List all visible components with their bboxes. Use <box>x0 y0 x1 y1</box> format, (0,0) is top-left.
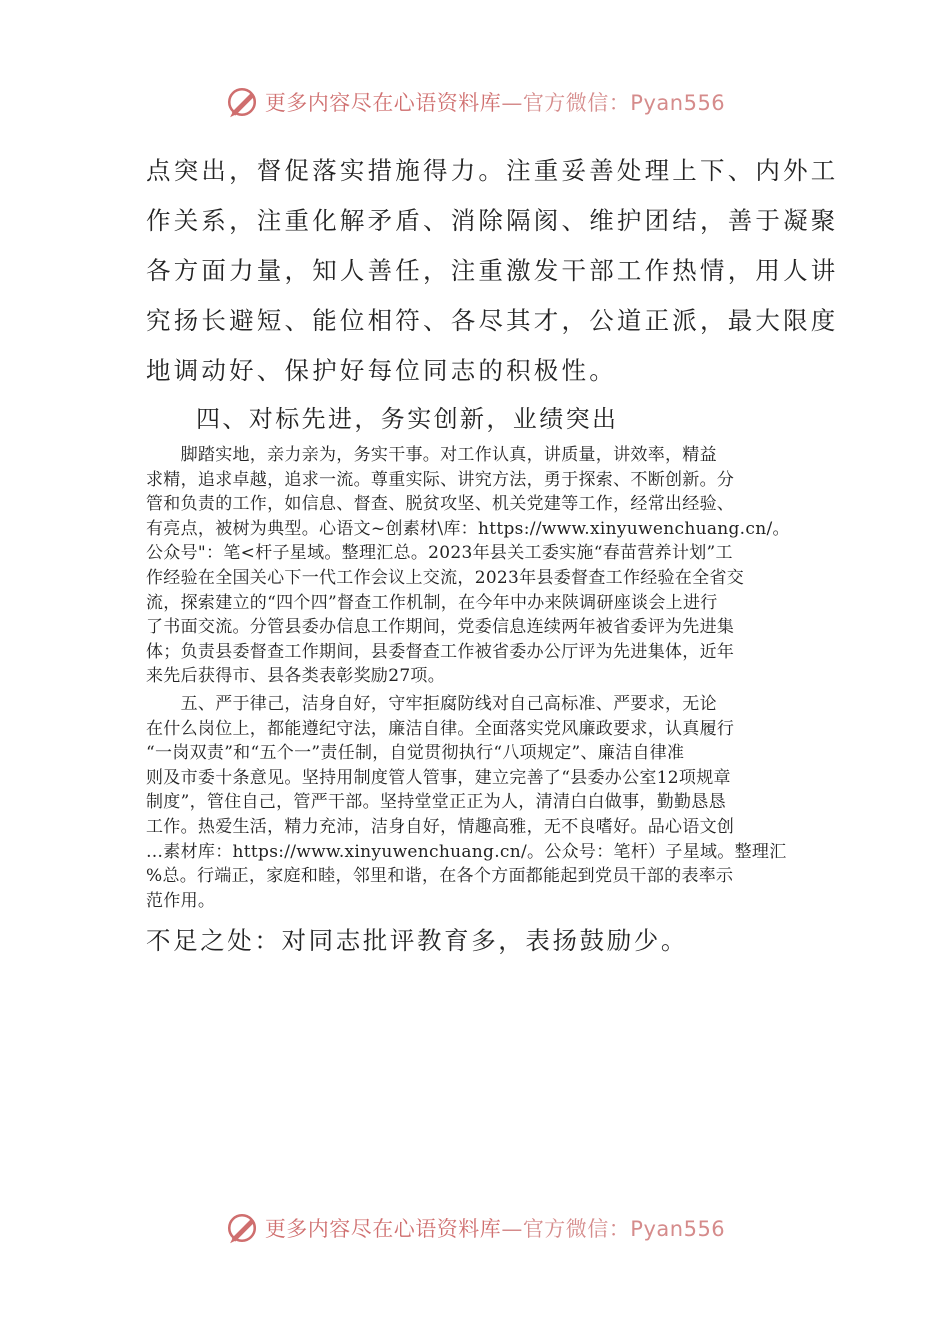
text-line: 点突出，督促落实措施得力。注重妥善处理上下、内外工 <box>146 156 839 185</box>
text-line: “一岗双责”和“五个一”责任制，自觉贯彻执行“八项规定”、廉洁自律准 <box>146 743 685 764</box>
text-line: 在什么岗位上，都能遵纪守法，廉洁自律。全面落实党风廉政要求，认真履行 <box>146 718 735 739</box>
text-line: 体；负责县委督查工作期间，县委督查工作被省委办公厅评为先进集体，近年 <box>146 641 735 662</box>
text-line: 管和负责的工作，如信息、督查、脱贫攻坚、机关党建等工作，经常出经验、 <box>146 494 735 515</box>
text-line: 地调动好、保护好每位同志的积极性。 <box>146 356 617 385</box>
paragraph-continued <box>146 146 839 396</box>
text-line: 制度”，管住自己，管严干部。坚持堂堂正正为人，清清白白做事，勤勤恳恳 <box>146 792 726 813</box>
text-line: 则及市委十条意见。坚持用制度管人管事，建立完善了“县委办公室12项规章 <box>146 767 731 788</box>
section-heading-4: 四、对标先进，务实创新，业绩突出 <box>196 405 619 433</box>
footer-watermark-banner <box>0 1208 950 1248</box>
banner-text-main: 更多内容尽在心语资料库 <box>264 91 502 115</box>
text-line: 各方面力量，知人善任，注重激发干部工作热情，用人讲 <box>146 256 839 285</box>
text-line: 工作。热爱生活，精力充沛，洁身自好，情趣高雅，无不良嗜好。品心语文创 <box>146 816 735 837</box>
text-line: 五、严于律己，洁身自好，守牢拒腐防线对自己高标准、严要求，无论 <box>146 694 717 714</box>
paragraph-section-4 <box>146 443 806 689</box>
banner-text-main: 更多内容尽在心语资料库 <box>264 1217 502 1241</box>
pen-seal-logo-icon <box>225 1211 259 1245</box>
banner-text-suffix: —官方微信：Pyan556 <box>501 1217 726 1241</box>
shortcoming-line: 不足之处：对同志批评教育多，表扬鼓励少。 <box>146 926 688 955</box>
banner-text-suffix: —官方微信：Pyan556 <box>501 91 726 115</box>
header-watermark-banner <box>0 82 950 122</box>
text-line: 来先后获得市、县各类表彰奖励27项。 <box>146 666 446 687</box>
paragraph-section-5 <box>146 692 806 913</box>
text-line: 流，探索建立的“四个四”督查工作机制，在今年中办来陕调研座谈会上进行 <box>146 592 718 613</box>
pen-seal-logo-icon <box>225 85 259 119</box>
text-line: 公众号"：笔<杆子星域。整理汇总。2023年县关工委实施“春苗营养计划”工 <box>146 543 733 564</box>
text-line: %总。行端正，家庭和睦，邻里和谐，在各个方面都能起到党员干部的表率示 <box>146 866 734 887</box>
text-line: 脚踏实地，亲力亲为，务实干事。对工作认真，讲质量，讲效率，精益 <box>146 445 717 465</box>
text-line: 范作用。 <box>146 890 216 911</box>
text-line: 了书面交流。分管县委办信息工作期间，党委信息连续两年被省委评为先进集 <box>146 617 735 638</box>
text-line: 求精，追求卓越，追求一流。尊重实际、讲究方法，勇于探索、不断创新。分 <box>146 469 735 490</box>
text-line: 作关系，注重化解矛盾、消除隔阂、维护团结，善于凝聚 <box>146 206 839 235</box>
text-line: 作经验在全国关心下一代工作会议上交流，2023年县委督查工作经验在全省交 <box>146 567 745 588</box>
text-line: 究扬长避短、能位相符、各尽其才，公道正派，最大限度 <box>146 306 839 335</box>
text-line: 有亮点，被树为典型。心语文~创素材\库：https://www.xinyuwenchuang.cn/。 <box>146 518 790 539</box>
text-line: …素材库：https://www.xinyuwenchuang.cn/。公众号：笔杆）子星域。整理汇 <box>146 841 787 862</box>
